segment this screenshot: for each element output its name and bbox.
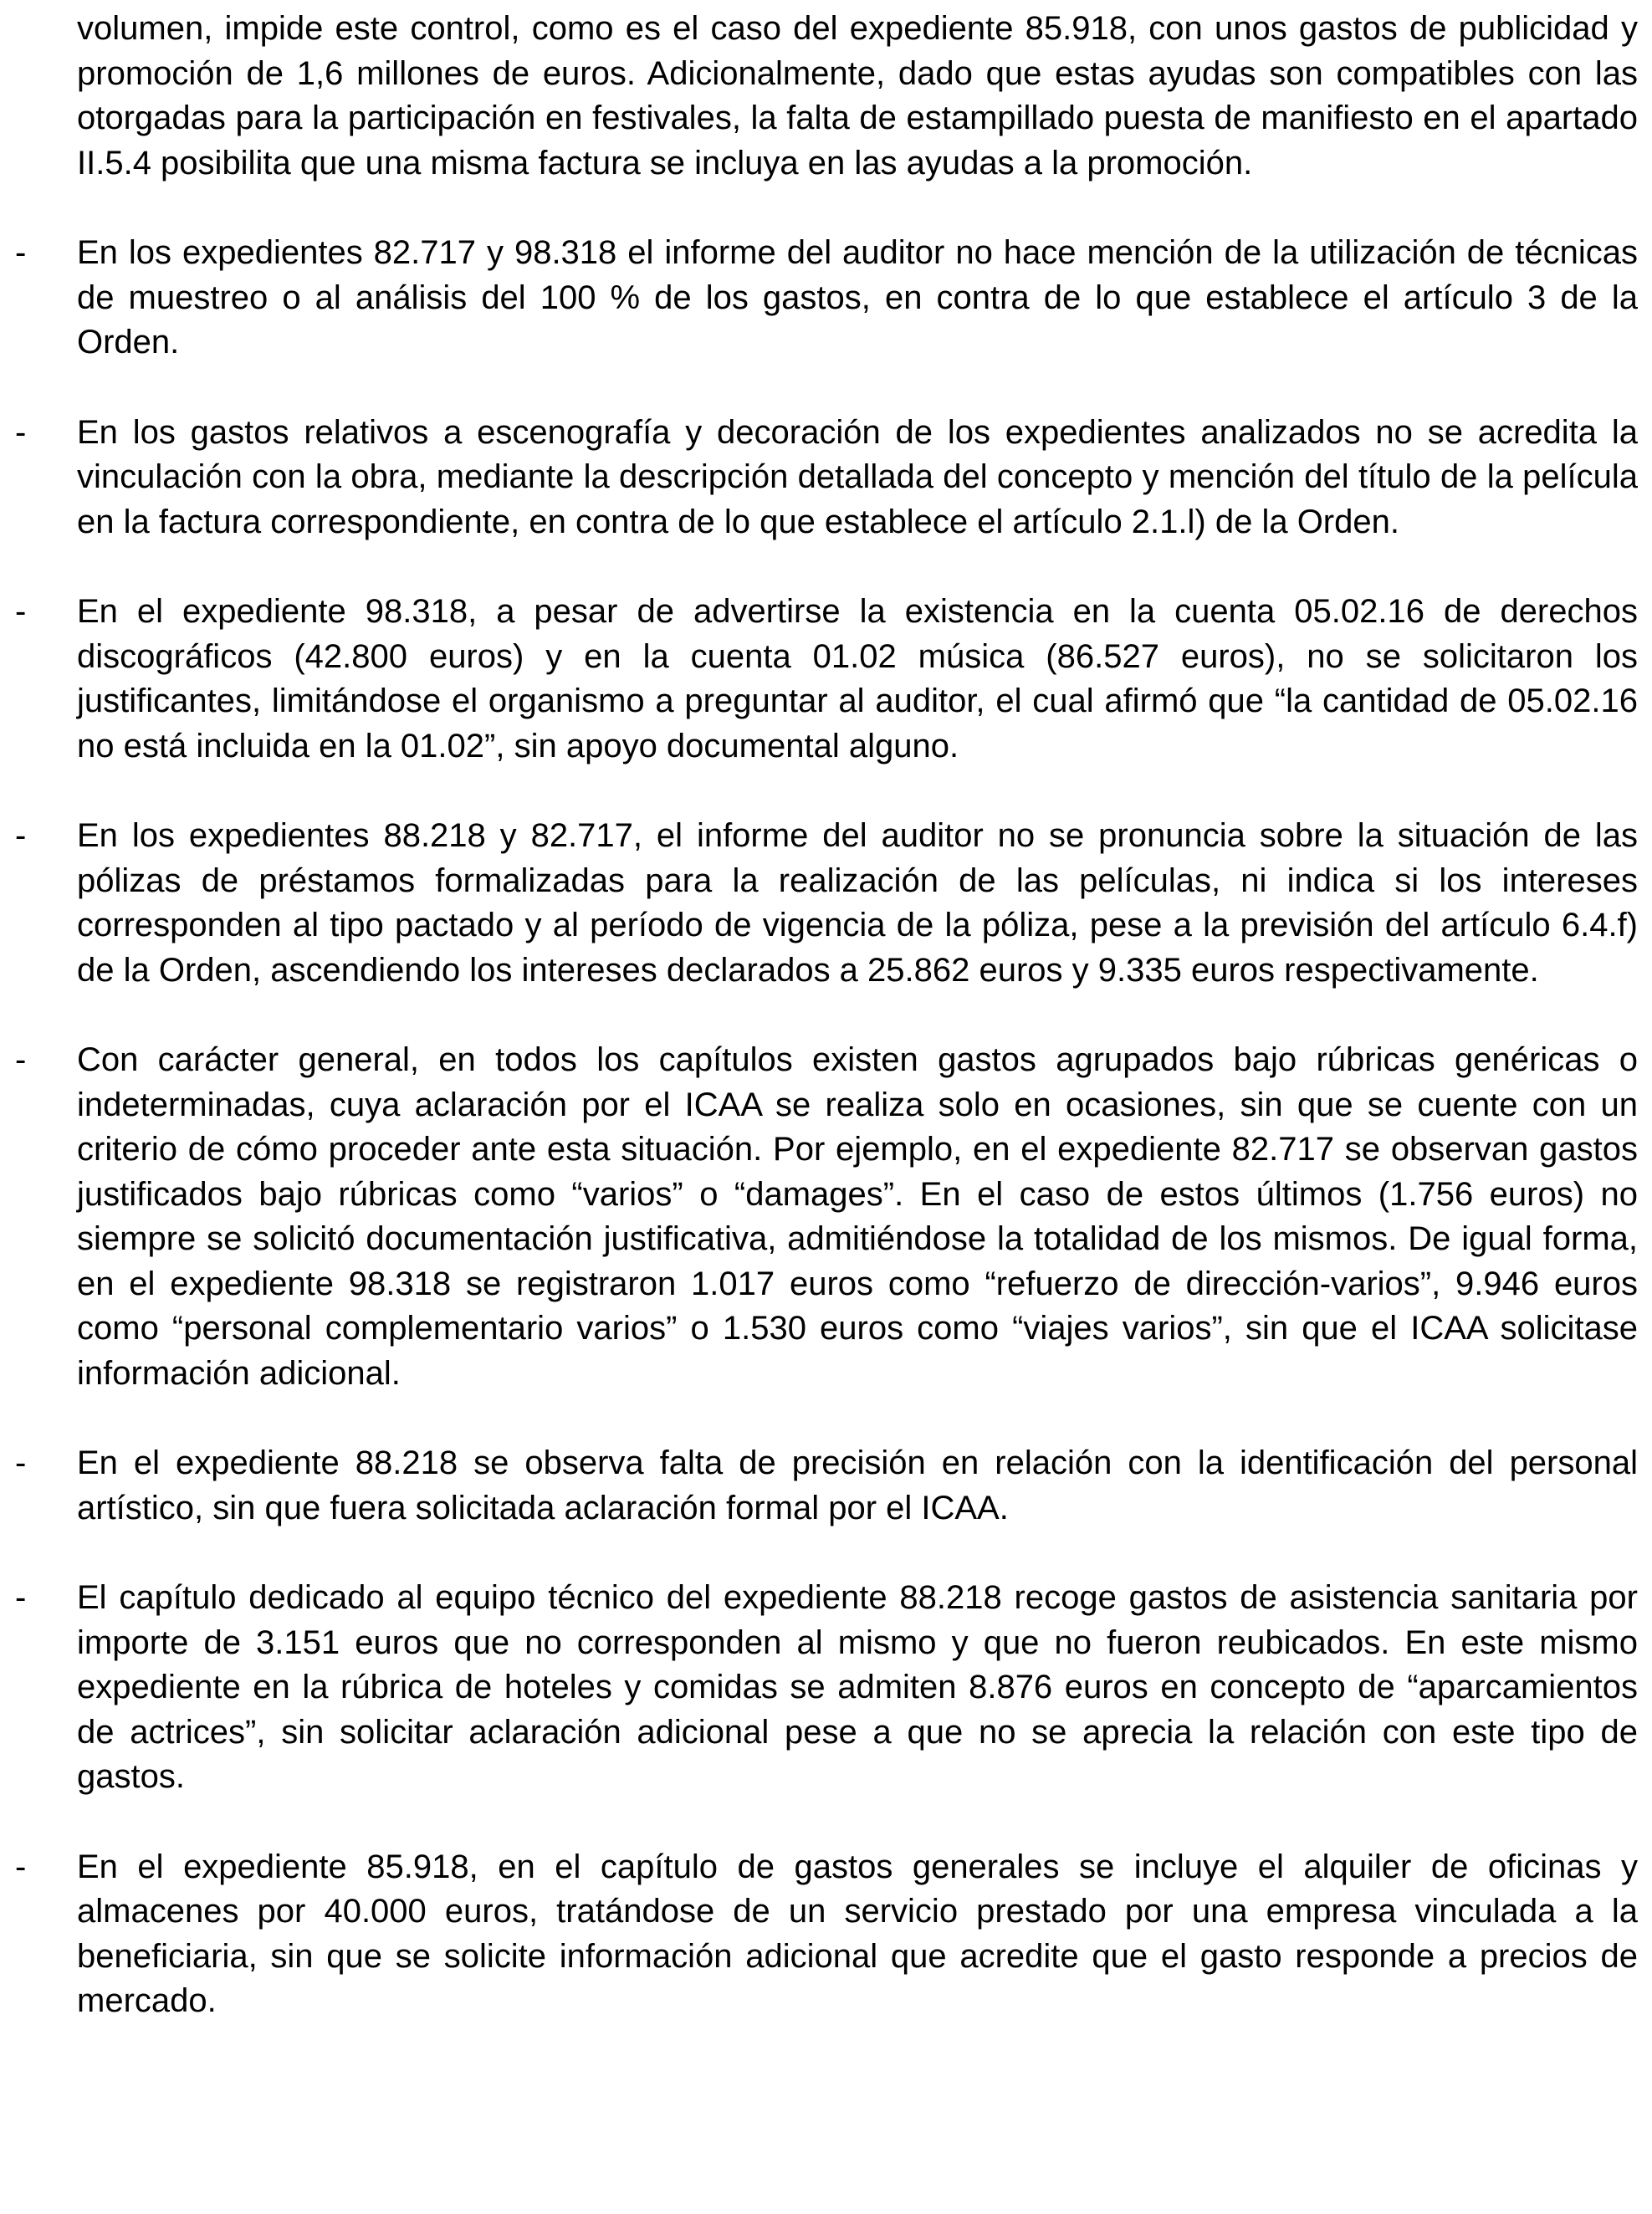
list-item (15, 411, 1638, 545)
list-item-text: En los expedientes 88.218 y 82.717, el informe del auditor no se pronuncia sobre la situación de las pólizas de préstamos formalizadas para la realización de las películas, ni indica si los intereses corresponden al tipo pactado y al período de vigencia de la póliza, pese a la previsión del artículo 6.4.f) de la Orden, ascendiendo los intereses declarados a 25.862 euros y 9.335 euros respectivamente. (77, 817, 1638, 989)
list-item-text: En el expediente 88.218 se observa falta de precisión en relación con la identificación del personal artístico, sin que fuera solicitada aclaración formal por el ICAA. (77, 1444, 1638, 1526)
bullet-dash: - (15, 1848, 27, 1885)
bullet-dash: - (15, 413, 27, 451)
bullet-dash: - (15, 817, 27, 854)
list-item (15, 1441, 1638, 1531)
list-item-text: En el expediente 98.318, a pesar de advertirse la existencia en la cuenta 05.02.16 de derechos discográficos (42.800 euros) y en la cuenta 01.02 música (86.527 euros), no se solicitaron los justificantes, limitándose el organismo a preguntar al auditor, el cual afirmó que “la cantidad de 05.02.16 no está incluida en la 01.02”, sin apoyo documental alguno. (77, 593, 1638, 764)
list-item-text: En los expedientes 82.717 y 98.318 el informe del auditor no hace mención de la utilización de técnicas de muestreo o al análisis del 100 % de los gastos, en contra de lo que establece el artículo 3 de la Orden. (77, 234, 1638, 360)
bullet-dash: - (15, 234, 27, 271)
list-item-text: Con carácter general, en todos los capítulos existen gastos agrupados bajo rúbricas genéricas o indeterminadas, cuya aclaración por el ICAA se realiza solo en ocasiones, sin que se cuente con un criterio de cómo proceder ante esta situación. Por ejemplo, en el expediente 82.717 se observan gastos justificados bajo rúbricas como “varios” o “damages”. En el caso de estos últimos (1.756 euros) no siempre se solicitó documentación justificativa, admitiéndose la totalidad de los mismos. De igual forma, en el expediente 98.318 se registraron 1.017 euros como “refuerzo de dirección-varios”, 9.946 euros como “personal complementario varios” o 1.530 euros como “viajes varios”, sin que el ICAA solicitase información adicional. (77, 1041, 1638, 1392)
list-item (15, 590, 1638, 769)
bullet-dash: - (15, 1579, 27, 1616)
bullet-dash: - (15, 593, 27, 630)
bullet-dash: - (15, 1444, 27, 1481)
bullet-dash: - (15, 1041, 27, 1078)
list-item (15, 1038, 1638, 1396)
list-item-text: En los gastos relativos a escenografía y decoración de los expedientes analizados no se acredita la vinculación con la obra, mediante la descripción detallada del concepto y mención del título de la película en la factura correspondiente, en contra de lo que establece el artículo 2.1.l) de la Orden. (77, 413, 1638, 540)
list-item (15, 1845, 1638, 2024)
list-item-text: El capítulo dedicado al equipo técnico del expediente 88.218 recoge gastos de asistencia sanitaria por importe de 3.151 euros que no corresponden al mismo y que no fueron reubicados. En este mismo expediente en la rúbrica de hoteles y comidas se admiten 8.876 euros en concepto de “aparcamientos de actrices”, sin solicitar aclaración adicional pese a que no se aprecia la relación con este tipo de gastos. (77, 1579, 1638, 1795)
list-item (15, 1576, 1638, 1800)
document-page (15, 7, 1638, 2024)
list-item (15, 814, 1638, 993)
list-item-text: En el expediente 85.918, en el capítulo de gastos generales se incluye el alquiler de oficinas y almacenes por 40.000 euros, tratándose de un servicio prestado por una empresa vinculada a la beneficiaria, sin que se solicite información adicional que acredite que el gasto responde a precios de mercado. (77, 1848, 1638, 2019)
list-item (15, 231, 1638, 366)
continuation-paragraph: volumen, impide este control, como es el caso del expediente 85.918, con unos gastos de publicidad y promoción de 1,6 millones de euros. Adicionalmente, dado que estas ayudas son compatibles con las otorgadas para la participación en festivales, la falta de estampillado puesta de manifiesto en el apartado II.5.4 posibilita que una misma factura se incluya en las ayudas a la promoción. (77, 10, 1638, 182)
